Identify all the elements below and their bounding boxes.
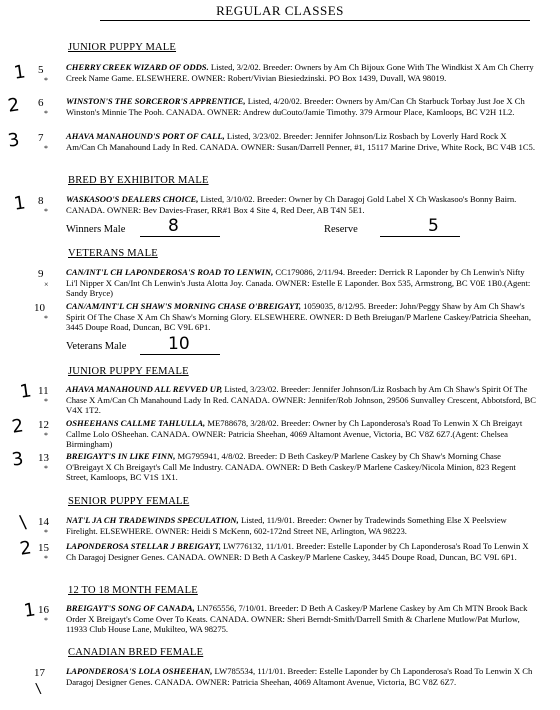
dog-name: NAT'L JA CH TRADEWINDS SPECULATION, bbox=[66, 515, 239, 525]
page-title: REGULAR CLASSES bbox=[216, 3, 344, 18]
entry-text bbox=[66, 418, 536, 450]
placement-mark: 1 bbox=[12, 192, 27, 215]
star-mark: * bbox=[44, 397, 48, 406]
dog-name: AHAVA MANAHOUND ALL REVVED UP, bbox=[66, 384, 223, 394]
entry-number: 11 bbox=[38, 385, 49, 397]
entry-details: Listed, 3/10/02. Breeder: Owner by Ch Daragoj Gold Label X Ch Waskasoo's Bonny Bairn. CANADA. OWNER: Bev Davies-Fraser, RR#1 Box 4 Site 4, Red Deer, AB T4N 5E1. bbox=[66, 194, 517, 215]
entry-text bbox=[66, 62, 536, 83]
section-heading-bred-by-exhibitor-male: BRED BY EXHIBITOR MALE bbox=[68, 175, 209, 186]
placement-mark: 3 bbox=[6, 129, 21, 152]
entry-number: 6 bbox=[38, 97, 44, 109]
veterans-male-value: 10 bbox=[168, 334, 190, 354]
entry-number: 7 bbox=[38, 132, 44, 144]
entry-details: 1059035, 8/12/95. Breeder: John/Peggy Shaw by Am Ch Shaw's Spirit Of The Chase X Am Ch Shaw's Morning Glory. ELSEWHERE. OWNER: D Beth Breiugan/P Marlene Caskey/Patricia Sheehan, 3445 Doupe Road, Duncan, BC V9L 6P1. bbox=[66, 301, 531, 333]
entry-number: 16 bbox=[38, 604, 49, 616]
entry-details: LW776132, 11/1/01. Breeder: Estelle Laponder by Ch Laponderosa's Road To Lenwin X Ch Daragoj Designer Genes. CANADA. OWNER: D Beth A Caskey/P Marlene Caskey, 3445 Doupe Road, Duncan, BC V9L 6P1. bbox=[66, 541, 529, 562]
star-mark: * bbox=[44, 554, 48, 563]
placement-mark: 2 bbox=[18, 537, 33, 560]
winners-male-label: Winners Male bbox=[66, 224, 126, 235]
dog-name: BREIGAYT'S SONG OF CANADA, bbox=[66, 603, 195, 613]
dog-name: LAPONDEROSA STELLAR J BREIGAYT, bbox=[66, 541, 221, 551]
entry-text bbox=[66, 267, 536, 299]
entry-text bbox=[66, 96, 536, 117]
dog-name: CHERRY CREEK WIZARD OF ODDS. bbox=[66, 62, 209, 72]
dog-name: BREIGAYT'S IN LIKE FINN, bbox=[66, 451, 176, 461]
entry-text bbox=[66, 194, 536, 215]
placement-mark: 3 bbox=[10, 448, 25, 471]
placement-mark: 2 bbox=[6, 94, 21, 117]
entry-details: Listed, 3/23/02. Breeder: Jennifer Johnson/Liz Rosbach by Loverly Hard Rock X Am/Can Ch Manahound Lady In Red. CANADA. OWNER: Susan/Darrell Penner, #1, 15117 Marine Drive, White Rock, BC V4B 1C5. bbox=[66, 131, 535, 152]
section-heading-junior-puppy-female: JUNIOR PUPPY FEMALE bbox=[68, 366, 189, 377]
entry-details: MG795941, 4/8/02. Breeder: D Beth Caskey/P Marlene Caskey by Ch Shaw's Morning Chase O'Breigayt X Ch Breigayt's Call Me Industry. CANADA. OWNER: D Beth Caskey/P Marlene Caskey/Nicola Minion, 823 Regent Street, Kamloops, BC V1S 1X1. bbox=[66, 451, 516, 483]
entry-details: LN765556, 7/10/01. Breeder: D Beth A Caskey/P Marlene Caskey by Am Ch MTN Brook Back Order X Breigayt's Come Over To Keats. CANADA. OWNER: Sheri Berndt-Smith/Darrell Smith & Charlene Mutlow/Pat Murlow, 11933 Club House Lane, Mukilteo, WA 98275. bbox=[66, 603, 528, 635]
placement-mark: 1 bbox=[22, 599, 37, 622]
star-mark: * bbox=[44, 76, 48, 85]
section-heading-junior-puppy-male: JUNIOR PUPPY MALE bbox=[68, 42, 177, 53]
entry-text bbox=[66, 603, 536, 635]
entry-number: 8 bbox=[38, 195, 44, 207]
star-mark: * bbox=[44, 464, 48, 473]
winners-male-line bbox=[140, 236, 220, 237]
entry-text bbox=[66, 666, 536, 687]
section-heading-senior-puppy-female: SENIOR PUPPY FEMALE bbox=[68, 496, 190, 507]
section-heading-canadian-bred-female: CANADIAN BRED FEMALE bbox=[68, 647, 204, 658]
star-mark: * bbox=[44, 528, 48, 537]
star-mark: * bbox=[44, 207, 48, 216]
entry-details: Listed, 3/2/02. Breeder: Owners by Am Ch Bijoux Gone With The Windkist X Am Ch Cherry Creek Name Game. ELSEWHERE. OWNER: Robert/Vivian Biesiedzinski. PO Box 1439, Duvall, WA 98019. bbox=[66, 62, 534, 83]
placement-mark: \ bbox=[18, 511, 28, 534]
section-heading-veterans-male: VETERANS MALE bbox=[68, 248, 158, 259]
entry-text bbox=[66, 515, 536, 536]
entry-number: 12 bbox=[38, 419, 49, 431]
entry-details: Listed, 3/23/02. Breeder: Jennifer Johnson/Liz Rosbach by Am Ch Shaw's Spirit Of The Chase X Am/Can Ch Manahound Lady In Red. CANADA. OWNER: Jennifer/Rob Johnson, 29506 Sunvalley Crescent, Abbotsford, BC V4X 1T2. bbox=[66, 384, 536, 416]
dog-name: OSHEEHANS CALLME TAHLULLA, bbox=[66, 418, 206, 428]
star-mark: * bbox=[44, 144, 48, 153]
dog-name: WINSTON'S THE SORCEROR'S APPRENTICE, bbox=[66, 96, 246, 106]
entry-text bbox=[66, 131, 536, 152]
entry-number: 13 bbox=[38, 452, 49, 464]
title-divider bbox=[100, 20, 530, 21]
entry-number: 5 bbox=[38, 64, 44, 76]
entry-number: 15 bbox=[38, 542, 49, 554]
reserve-value: 5 bbox=[428, 216, 439, 236]
star-mark: × bbox=[44, 280, 49, 289]
placement-mark: 1 bbox=[18, 380, 33, 403]
placement-mark: \ bbox=[34, 680, 42, 698]
entry-details: Listed, 4/20/02. Breeder: Owners by Am/Can Ch Starbuck Torbay Just Joe X Ch Winston's Minnie The Pooh. CANADA. OWNER: Andrew duCouto/Jamie Timothy. 379 Armour Place, Kamloops, BC V2H 1L2. bbox=[66, 96, 525, 117]
entry-details: LW785534, 11/1/01. Breeder: Estelle Laponder by Ch Laponderosa's Road To Lenwin X Ch Daragoj Designer Genes. CANADA. OWNER: Patricia Sheehan, 4069 Altamont Avenue, Victoria, BC V8Z 6Z7. bbox=[66, 666, 533, 687]
entry-number: 10 bbox=[34, 302, 45, 314]
star-mark: * bbox=[44, 314, 48, 323]
entry-number: 17 bbox=[34, 667, 45, 679]
dog-name: LAPONDEROSA'S LOLA OSHEEHAN, bbox=[66, 666, 213, 676]
winners-male-value: 8 bbox=[168, 216, 179, 236]
entry-details: ME788678, 3/28/02. Breeder: Owner by Ch Laponderosa's Road To Lenwin X Ch Breigayt Callme Lolo OSheehan. CANADA. OWNER: Patricia Sheehan, 4069 Altamont Avenue, Victoria, BC V8Z 6Z7.(Agent: Chelsea Birmingham) bbox=[66, 418, 523, 450]
star-mark: * bbox=[44, 616, 48, 625]
entry-text bbox=[66, 301, 536, 333]
entry-text bbox=[66, 541, 536, 562]
entry-number: 14 bbox=[38, 516, 49, 528]
star-mark: * bbox=[44, 109, 48, 118]
reserve-label: Reserve bbox=[324, 224, 358, 235]
star-mark: * bbox=[44, 431, 48, 440]
entry-details: CC179086, 2/11/94. Breeder: Derrick R Laponder by Ch Lenwin's Nifty Li'l Nipper X Can/Int Ch Lenwin's Justa Alotta Joy. Canada. OWNER: Estelle E Laponder. Box 535, Armstrong, BC V0E 1B0.(Agent: Sandy Bryce) bbox=[66, 267, 531, 299]
veterans-male-label: Veterans Male bbox=[66, 341, 127, 352]
dog-name: WASKASOO'S DEALERS CHOICE, bbox=[66, 194, 199, 204]
section-heading-12-to-18-month-female: 12 TO 18 MONTH FEMALE bbox=[68, 585, 198, 596]
entry-text bbox=[66, 451, 536, 483]
dog-name: CAN/AM/INT'L CH SHAW'S MORNING CHASE O'BREIGAYT, bbox=[66, 301, 301, 311]
dog-name: CAN/INT'L CH LAPONDEROSA'S ROAD TO LENWIN, bbox=[66, 267, 274, 277]
entry-details: Listed, 11/9/01. Breeder: Owner by Tradewinds Something Else X Peelsview Firelight. ELSEWHERE. OWNER: Heidi S McKenn, 602-172nd Street NE, Arlington, WA 98223. bbox=[66, 515, 507, 536]
reserve-line bbox=[380, 236, 460, 237]
veterans-male-line bbox=[140, 354, 220, 355]
entry-number: 9 bbox=[38, 268, 44, 280]
entry-text bbox=[66, 384, 536, 416]
placement-mark: 1 bbox=[12, 61, 27, 84]
dog-name: AHAVA MANAHOUND'S PORT OF CALL, bbox=[66, 131, 225, 141]
placement-mark: 2 bbox=[10, 415, 25, 438]
